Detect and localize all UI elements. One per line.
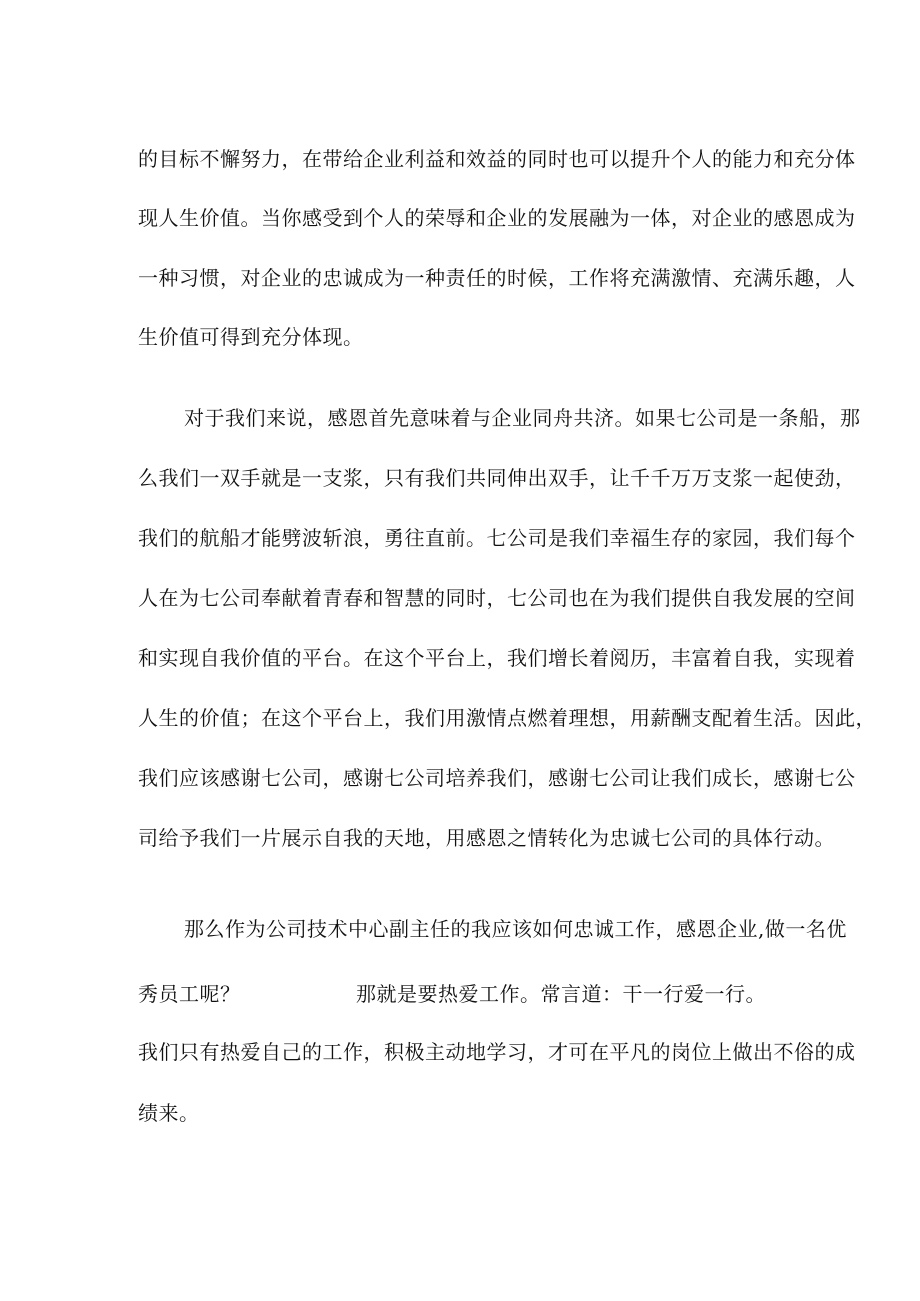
paragraph-1-line-3: 一种习惯，对企业的忠诚成为一种责任的时候，工作将充满激情、充满乐趣，人: [138, 266, 856, 290]
paragraph-2-line-3: 我们的航船才能劈波斩浪，勇往直前。七公司是我们幸福生存的家园，我们每个: [138, 526, 856, 550]
paragraph-2-line-1: 对于我们来说，感恩首先意味着与企业同舟共济。如果七公司是一条船，那: [184, 406, 861, 430]
paragraph-1-line-4: 生价值可得到充分体现。: [138, 325, 364, 349]
paragraph-3-line-4: 绩来。: [138, 1101, 200, 1125]
paragraph-3-line-1: 那么作为公司技术中心副主任的我应该如何忠诚工作，感恩企业,做一名优: [184, 917, 847, 941]
paragraph-2-line-2: 么我们一双手就是一支浆，只有我们共同伸出双手，让千千万万支浆一起使劲，: [138, 466, 856, 490]
paragraph-2-line-8: 司给予我们一片展示自我的天地，用感恩之情转化为忠诚七公司的具体行动。: [138, 826, 835, 850]
paragraph-1-line-1: 的目标不懈努力，在带给企业利益和效益的同时也可以提升个人的能力和充分体: [138, 147, 856, 171]
paragraph-3-line-2-right: 那就是要热爱工作。常言道：干一行爱一行。: [356, 982, 766, 1006]
paragraph-2-line-5: 和实现自我价值的平台。在这个平台上，我们增长着阅历，丰富着自我，实现着: [138, 646, 856, 670]
paragraph-3-line-2: [138, 981, 798, 1007]
paragraph-3-line-2-left: 秀员工呢？: [138, 982, 241, 1006]
paragraph-2-line-6: 人生的价值；在这个平台上，我们用激情点燃着理想，用薪酬支配着生活。因此，: [138, 706, 876, 730]
paragraph-2-line-4: 人在为七公司奉献着青春和智慧的同时，七公司也在为我们提供自我发展的空间: [138, 586, 856, 610]
paragraph-2-line-7: 我们应该感谢七公司，感谢七公司培养我们，感谢七公司让我们成长，感谢七公: [138, 766, 856, 790]
paragraph-1-line-2: 现人生价值。当你感受到个人的荣辱和企业的发展融为一体，对企业的感恩成为: [138, 206, 856, 230]
paragraph-3-line-3: 我们只有热爱自己的工作，积极主动地学习，才可在平凡的岗位上做出不俗的成: [138, 1040, 856, 1064]
